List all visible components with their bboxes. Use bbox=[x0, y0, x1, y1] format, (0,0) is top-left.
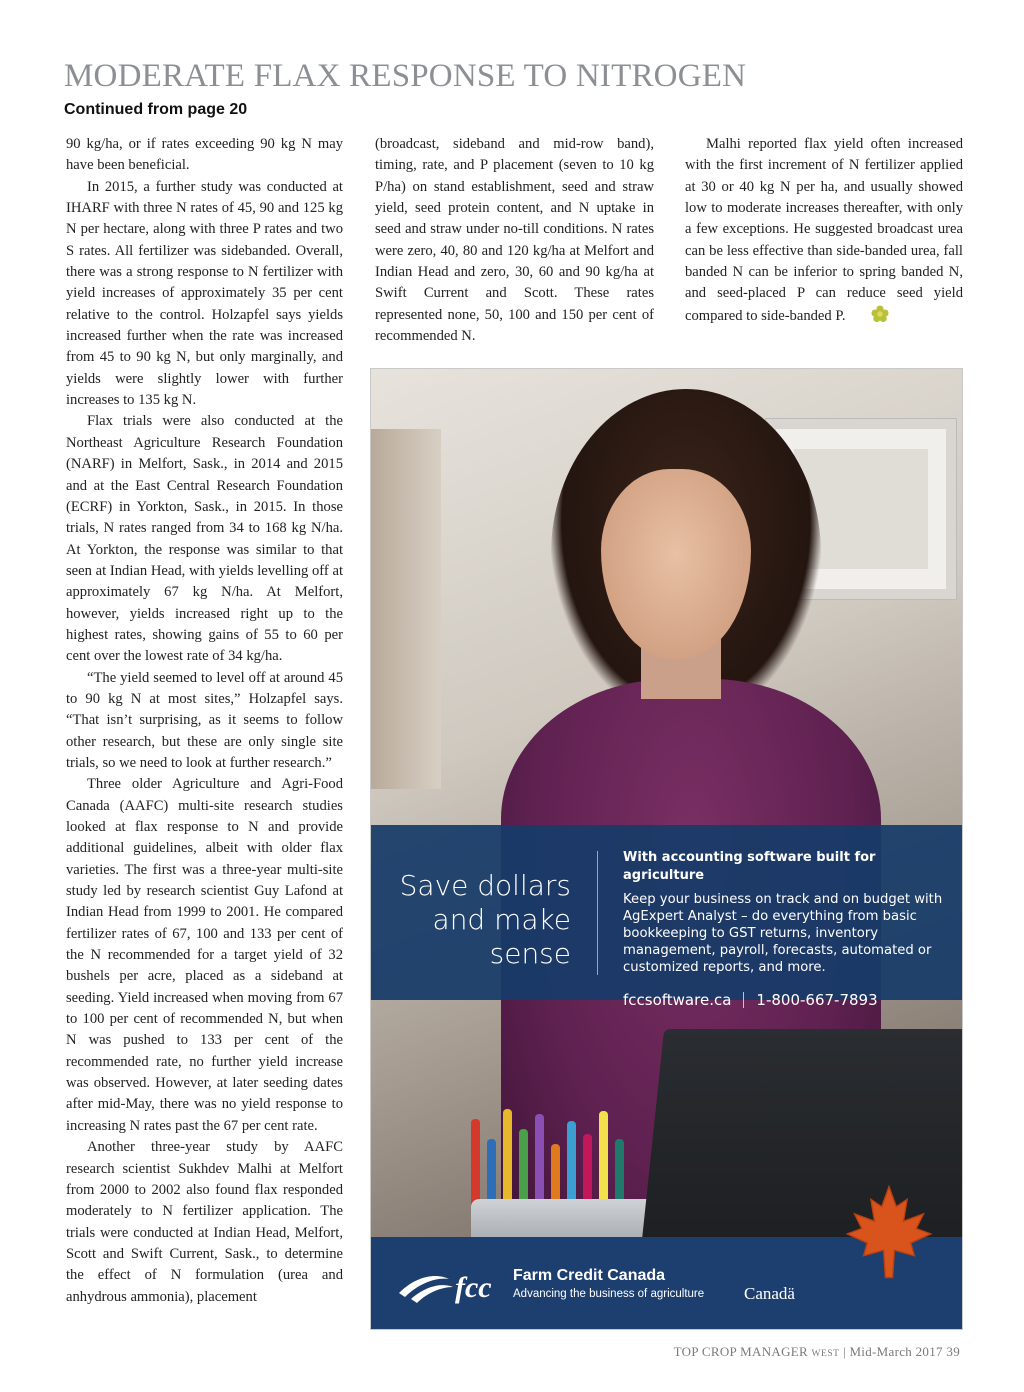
paragraph-final bbox=[685, 134, 963, 330]
background-shelf bbox=[371, 429, 441, 789]
page-footer bbox=[674, 1344, 960, 1360]
brand-tagline: Advancing the business of agriculture bbox=[513, 1288, 705, 1300]
banner-divider bbox=[597, 851, 598, 975]
publication-name: TOP CROP MANAGER bbox=[673, 1344, 808, 1359]
paragraph: “The yield seemed to level off at around 45 to 90 kg N at most sites,” Holzapfel says. “That isn’t surprising, as it seems to follow other research, but these are only single site trials, so we need to look at further research.” bbox=[66, 669, 343, 771]
ad-footer bbox=[371, 1237, 962, 1329]
paragraph: (broadcast, sideband and mid-row band), timing, rate, and P placement (seven to 10 kg P/ha) on stand establishment, seed and straw yield, seed protein content, and N uptake in seed and straw under no-till conditions. N rates were zero, 40, 80 and 120 kg/ha at Melfort and Indian Head and zero, 30, 60 and 90 kg/ha at Swift Current and Scott. These rates represented none, 50, 100 and 150 per cent of recommended N. bbox=[375, 136, 654, 345]
paragraph: Flax trials were also conducted at the Northeast Agriculture Research Foundation (NARF) in Melfort, Sask., in 2014 and 2015 and at the East Central Research Foundation (ECRF) in Yorkton, Sask., in 2015. In those trials, N rates ranged from 34 to 168 kg N/ha. At Yorkton, the response was similar to that seen at Indian Head, with yields levelling off at approximately 67 kg N/ha. At Melfort, however, yields increased right up to the highest rates, showing gains of 55 to 60 per cent over the lowest rate of 34 kg/ha. bbox=[66, 413, 343, 665]
ad-website-link[interactable]: fccsoftware.ca bbox=[623, 991, 732, 1009]
publication-edition: WEST bbox=[811, 1349, 840, 1359]
ad-banner bbox=[371, 825, 962, 1009]
ad-contact bbox=[623, 990, 943, 1010]
paragraph: 90 kg/ha, or if rates exceeding 90 kg N may have been beneficial. bbox=[66, 136, 343, 174]
paragraph-text: Malhi reported flax yield often increased with the first increment of N fertilizer applied at 30 or 40 kg N per ha, and usually showed low to moderate increases thereafter, with only a few exceptions. He suggested broadcast urea can be less effective than side-banded urea, fall banded N can be inferior to spring banded N, and seed-placed P can reduce seed yield compared to side-banded P. bbox=[685, 136, 963, 324]
page-number: 39 bbox=[946, 1344, 960, 1359]
paragraph: Three older Agriculture and Agri-Food Canada (AAFC) multi-site research studies looked at flax response to N and provide additional guidelines, albeit with older flax varieties. The first was a three-year multi-site study led by research scientist Guy Lafond at Indian Head from 1999 to 2001. He compared fertilizer rates of 67, 100 and 133 per cent of the N recommended for a target yield of 32 bushels per acre, placed as a sideband at seeding. Yield increased when moving from 67 to 100 per cent of recommended N, but when N was pushed to 133 per cent of the recommended rate, no further yield increase was observed. However, at later seeding dates after mid-May, there was no yield response to increasing N rates past the 67 per cent rate. bbox=[66, 776, 343, 1134]
article-column-1 bbox=[66, 134, 343, 1308]
paragraph: In 2015, a further study was conducted at IHARF with three N rates of 45, 90 and 125 kg N per hectare, along with three P rates and two S rates. All fertilizer was sidebanded. Overall, there was a strong response to N fertilizer with yield increases of approximately 35 per cent relative to the control. Holzapfel says yields increased further when the rate was increased from 45 to 90 kg N, but only marginally, and yields were slightly lower with further increases to 135 kg N. bbox=[66, 178, 343, 409]
end-mark-icon bbox=[850, 305, 889, 330]
article-column-3 bbox=[685, 134, 963, 330]
footer-separator: | bbox=[842, 1344, 846, 1359]
ad-phone[interactable]: 1-800-667-7893 bbox=[756, 991, 878, 1009]
ad-body: Keep your business on track and on budget with AgExpert Analyst – do everything from basic bookkeeping to GST returns, inventory management, payroll, forecasts, automated or customized reports, and more. bbox=[623, 892, 943, 975]
ad-headline: With accounting software built for agriculture bbox=[623, 850, 876, 883]
brand-name: Farm Credit Canada bbox=[513, 1267, 666, 1284]
article-headline: MODERATE FLAX RESPONSE TO NITROGEN bbox=[64, 58, 747, 94]
svg-text:fcc: fcc bbox=[455, 1271, 492, 1304]
issue-date: Mid-March 2017 bbox=[849, 1344, 943, 1359]
article-column-2 bbox=[375, 134, 654, 347]
fcc-advertisement bbox=[370, 368, 963, 1330]
ad-tagline: Save dollars and make sense bbox=[399, 869, 571, 970]
ad-copy bbox=[623, 849, 943, 1010]
continued-note: Continued from page 20 bbox=[64, 101, 248, 118]
maple-leaf-icon bbox=[843, 1183, 935, 1283]
canada-wordmark: Canadä bbox=[744, 1284, 795, 1303]
paragraph: Another three-year study by AAFC research scientist Sukhdev Malhi at Melfort from 2000 to 2002 also found flax responded moderately to N fertilizer application. The trials were conducted at Indian Head, Melfort, Scott and Swift Current, Sask., to determine the effect of N formulation (urea and anhydrous ammonia), placement bbox=[66, 1139, 343, 1305]
fcc-logo-icon bbox=[397, 1265, 507, 1305]
